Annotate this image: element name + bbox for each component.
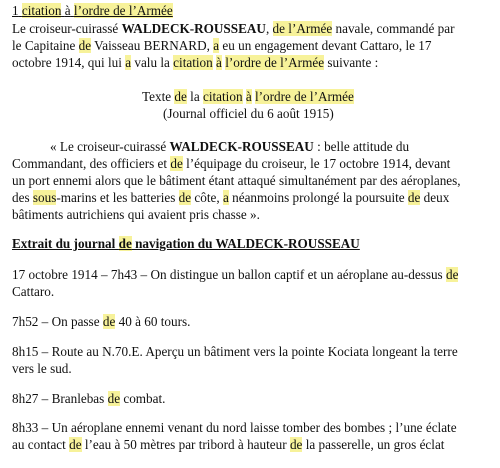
- quote-line-4: [12, 190, 449, 206]
- highlight-de: de: [289, 437, 303, 452]
- highlight-citation: citation: [21, 3, 62, 18]
- highlight-sous: sous: [32, 190, 57, 205]
- text-run: Vaisseau BERNARD,: [91, 38, 214, 53]
- highlight-ordre: l’ordre de l’Armée: [255, 89, 354, 104]
- entry-3-line-2: vers le sud.: [12, 361, 72, 376]
- highlight-a: a: [222, 190, 229, 205]
- text-run: 8h27 – Branlebas: [12, 391, 108, 406]
- text-run: 17 octobre 1914 – 7h43 – On distingue un ballon captif et un aéroplane au-dessus: [12, 267, 446, 282]
- highlight-de: de: [178, 190, 192, 205]
- highlight-citation: citation: [202, 89, 243, 104]
- entry-4: [12, 391, 165, 407]
- texte-heading: [142, 89, 354, 105]
- entry-5-line-2: [12, 437, 444, 453]
- highlight-de: de: [170, 156, 183, 171]
- quote-line-2: [12, 156, 450, 172]
- text-run: ,: [265, 21, 273, 36]
- intro-line-3: [12, 55, 378, 71]
- quote-line-3: un port ennemi alors que le bâtiment étant attaqué simultanément par des aéroplanes,: [12, 173, 461, 188]
- text-run: eu un engagement devant Cattaro, le 17: [219, 38, 432, 53]
- entry-2: [12, 314, 190, 330]
- ship-name: WALDECK-ROUSSEAU: [121, 21, 266, 36]
- text-run: au contact: [12, 437, 70, 452]
- quote-line-5: bâtiments autrichiens qui avaient pris chasse ».: [12, 207, 260, 222]
- highlight-citation: citation: [173, 55, 213, 70]
- highlight-de-larmee: de l’Armée: [272, 21, 333, 36]
- text-run: la: [186, 89, 203, 104]
- highlight-de: de: [102, 314, 116, 329]
- highlight-de: de: [174, 89, 187, 104]
- highlight-a: a: [213, 38, 220, 53]
- highlight-de: de: [407, 190, 421, 205]
- highlight-de: de: [446, 267, 459, 282]
- text-run: des: [12, 190, 33, 205]
- text-run: suivante :: [324, 55, 379, 70]
- text-run: deux: [420, 190, 450, 205]
- heading-a: à: [64, 3, 71, 18]
- text-run: côte,: [191, 190, 223, 205]
- highlight-ordre: l’ordre de l’Armée: [225, 55, 325, 70]
- text-run: combat.: [120, 391, 166, 406]
- text-run: l’équipage du croiseur, le 17 octobre 1914, devant: [182, 156, 451, 171]
- intro-line-2: [12, 38, 431, 54]
- text-run: l’eau à 50 mètres par tribord à hauteur: [81, 437, 290, 452]
- highlight-de: de: [118, 236, 132, 251]
- journal-officiel: (Journal officiel du 6 août 1915): [163, 106, 334, 121]
- text-run: valu la: [131, 55, 174, 70]
- entry-1-line-1: [12, 267, 458, 283]
- text-run: 7h52 – On passe: [12, 314, 103, 329]
- ship-name: WALDECK-ROUSSEAU: [169, 139, 314, 154]
- text-run: le Capitaine: [12, 38, 79, 53]
- entry-1-line-2: Cattaro.: [12, 284, 55, 299]
- highlight-de: de: [78, 38, 92, 53]
- highlight-de: de: [107, 391, 121, 406]
- entry-5-line-1: 8h33 – Un aéroplane ennemi venant du nord laisse tomber des bombes ; l’une éclate: [12, 420, 457, 435]
- text-run: navale, commandé par: [332, 21, 455, 36]
- highlight-a: à: [216, 55, 222, 70]
- text-run: Commandant, des officiers et: [12, 156, 171, 171]
- intro-line-1: [12, 21, 455, 37]
- text-run: néanmoins prolongé la poursuite: [228, 190, 408, 205]
- text-run: « Le croiseur-cuirassé: [50, 139, 170, 154]
- highlight-a: a: [125, 55, 132, 70]
- extrait-heading: [12, 236, 360, 252]
- text-run: la passerelle, un gros éclat: [302, 437, 445, 452]
- text-run: Texte: [142, 89, 175, 104]
- entry-3-line-1: 8h15 – Route au N.70.E. Aperçu un bâtiment vers la pointe Kociata longeant la terre: [12, 344, 458, 359]
- text-run: Le croiseur-cuirassé: [12, 21, 122, 36]
- highlight-a: à: [245, 89, 252, 104]
- highlight-ordre: l’ordre de l’Armée: [73, 3, 173, 18]
- text-run: 40 à 60 tours.: [115, 314, 191, 329]
- text-run: Extrait du journal: [12, 236, 119, 251]
- text-run: : belle attitude du: [313, 139, 410, 154]
- text-run: -marins et les batteries: [56, 190, 179, 205]
- highlight-de: de: [69, 437, 82, 452]
- quote-line-1: [50, 139, 409, 155]
- text-run: octobre 1914, qui lui: [12, 55, 126, 70]
- heading-citation: [12, 3, 173, 19]
- footnote-number: 1: [12, 3, 19, 18]
- text-run: navigation du WALDECK-ROUSSEAU: [131, 236, 360, 251]
